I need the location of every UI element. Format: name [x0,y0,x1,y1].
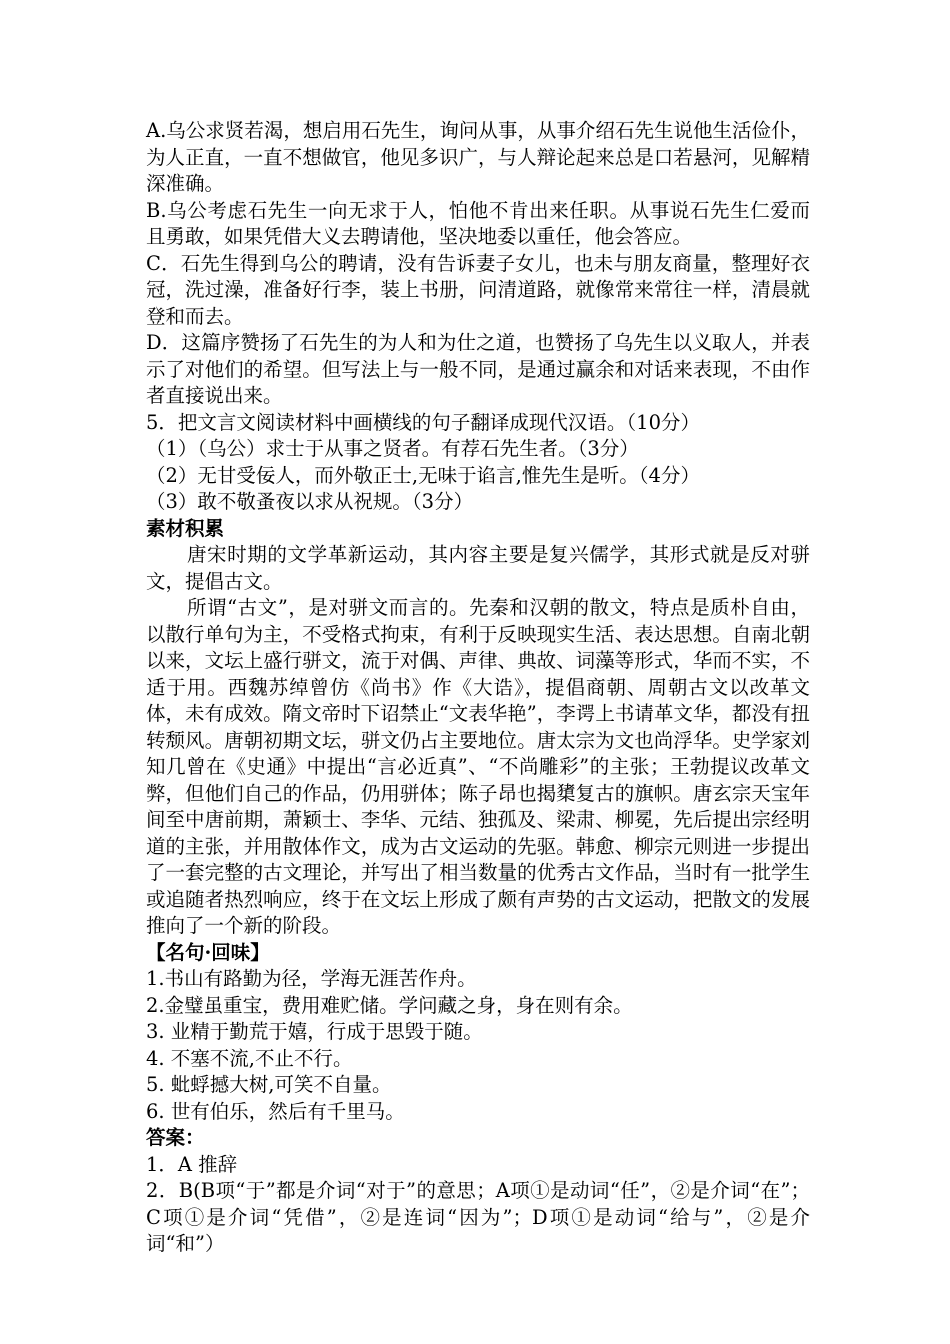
quote-item-5: 5. 蚍蜉撼大树,可笑不自量。 [146,1073,392,1096]
option-b: B.乌公考虑石先生一向无求于人，怕他不肯出来任职。从事说石先生仁爱而且勇敢，如果凭借大义去聘请他，坚决地委以重任，他会答应。 [146,198,810,248]
material-paragraph-2: 所谓“古文”，是对骈文而言的。先秦和汉朝的散文，特点是质朴自由，以散行单句为主，不受格式拘束，有利于反映现实生活、表达思想。自南北朝以来，文坛上盛行骈文，流于对偶、声律、典故、词藻等形式，华而不实，不适于用。西魏苏绰曾仿《尚书》作《大诰》，提倡商朝、周朝古文以改革文体，未有成效。隋文帝时下诏禁止“文表华艳”，李谔上书请革文华，都没有扭转颓风。唐朝初期文坛，骈文仍占主要地位。唐太宗为文也尚浮华。史学家刘知几曾在《史通》中提出“言必近真”、“不尚雕彩”的主张；王勃提议改革文弊，但他们自己的作品，仍用骈体；陈子昂也揭橥复古的旗帜。唐玄宗天宝年间至中唐前期，萧颖士、李华、元结、独孤及、梁肃、柳冕，先后提出宗经明道的主张，并用散体作文，成为古文运动的先驱。韩愈、柳宗元则进一步提出了一套完整的古文理论，并写出了相当数量的优秀古文作品，当时有一批学生或追随者热烈响应，终于在文坛上形成了颇有声势的古文运动，把散文的发展推向了一个新的阶段。 [146,596,810,937]
quote-item-4: 4. 不塞不流,不止不行。 [146,1046,353,1070]
answer-item-2: 2．B(B项“于”都是介词“对于”的意思；A项①是动词“任”，②是介词“在”；C项①是介词“凭借”，②是连词“因为”；D项①是动词“给与”，②是介词“和”） [146,1179,810,1255]
quote-item-2: 2.金璧虽重宝，费用难贮储。学问藏之身，身在则有余。 [146,993,633,1017]
quotes-section [146,940,810,1126]
answers-section [146,1125,810,1258]
question-5-item-3: （3）敢不敬蚤夜以求从祝规。（3分） [146,490,474,513]
option-a: A.乌公求贤若渴，想启用石先生，询问从事，从事介绍石先生说他生活俭仆，为人正直，一直不想做官，他见多识广，与人辩论起来总是口若悬河，见解精深准确。 [146,119,810,195]
quotes-heading: 【名句·回味】 [146,940,270,964]
quote-item-6: 6. 世有伯乐，然后有千里马。 [146,1099,405,1123]
material-paragraph-1: 唐宋时期的文学革新运动，其内容主要是复兴儒学，其形式就是反对骈文，提倡古文。 [146,543,810,593]
material-section [146,516,810,940]
document-page [146,118,810,1258]
material-heading: 素材积累 [146,516,225,540]
question-5 [146,410,810,516]
answers-heading: 答案： [146,1126,205,1149]
option-list [146,118,810,410]
answer-item-1: 1．A 推辞 [146,1152,238,1176]
question-5-item-1: （1）（乌公）求士于从事之贤者。有荐石先生者。（3分） [146,437,639,460]
option-d: D．这篇序赞扬了石先生的为人和为仕之道，也赞扬了乌先生以义取人，并表示了对他们的希望。但写法上与一般不同，是通过赢余和对话来表现，不由作者直接说出来。 [146,331,810,407]
question-5-title: 5．把文言文阅读材料中画横线的句子翻译成现代汉语。（10分） [146,410,700,434]
question-5-item-2: （2）无甘受佞人，而外敬正士,无味于谄言,惟先生是听。（4分） [146,463,700,487]
quote-item-1: 1.书山有路勤为径，学海无涯苦作舟。 [146,967,477,990]
quote-item-3: 3. 业精于勤荒于嬉，行成于思毁于随。 [146,1020,483,1043]
option-c: C．石先生得到乌公的聘请，没有告诉妻子女儿，也未与朋友商量，整理好衣冠，洗过澡，准备好行李，装上书册，问清道路，就像常来常往一样，清晨就登和而去。 [146,251,810,328]
